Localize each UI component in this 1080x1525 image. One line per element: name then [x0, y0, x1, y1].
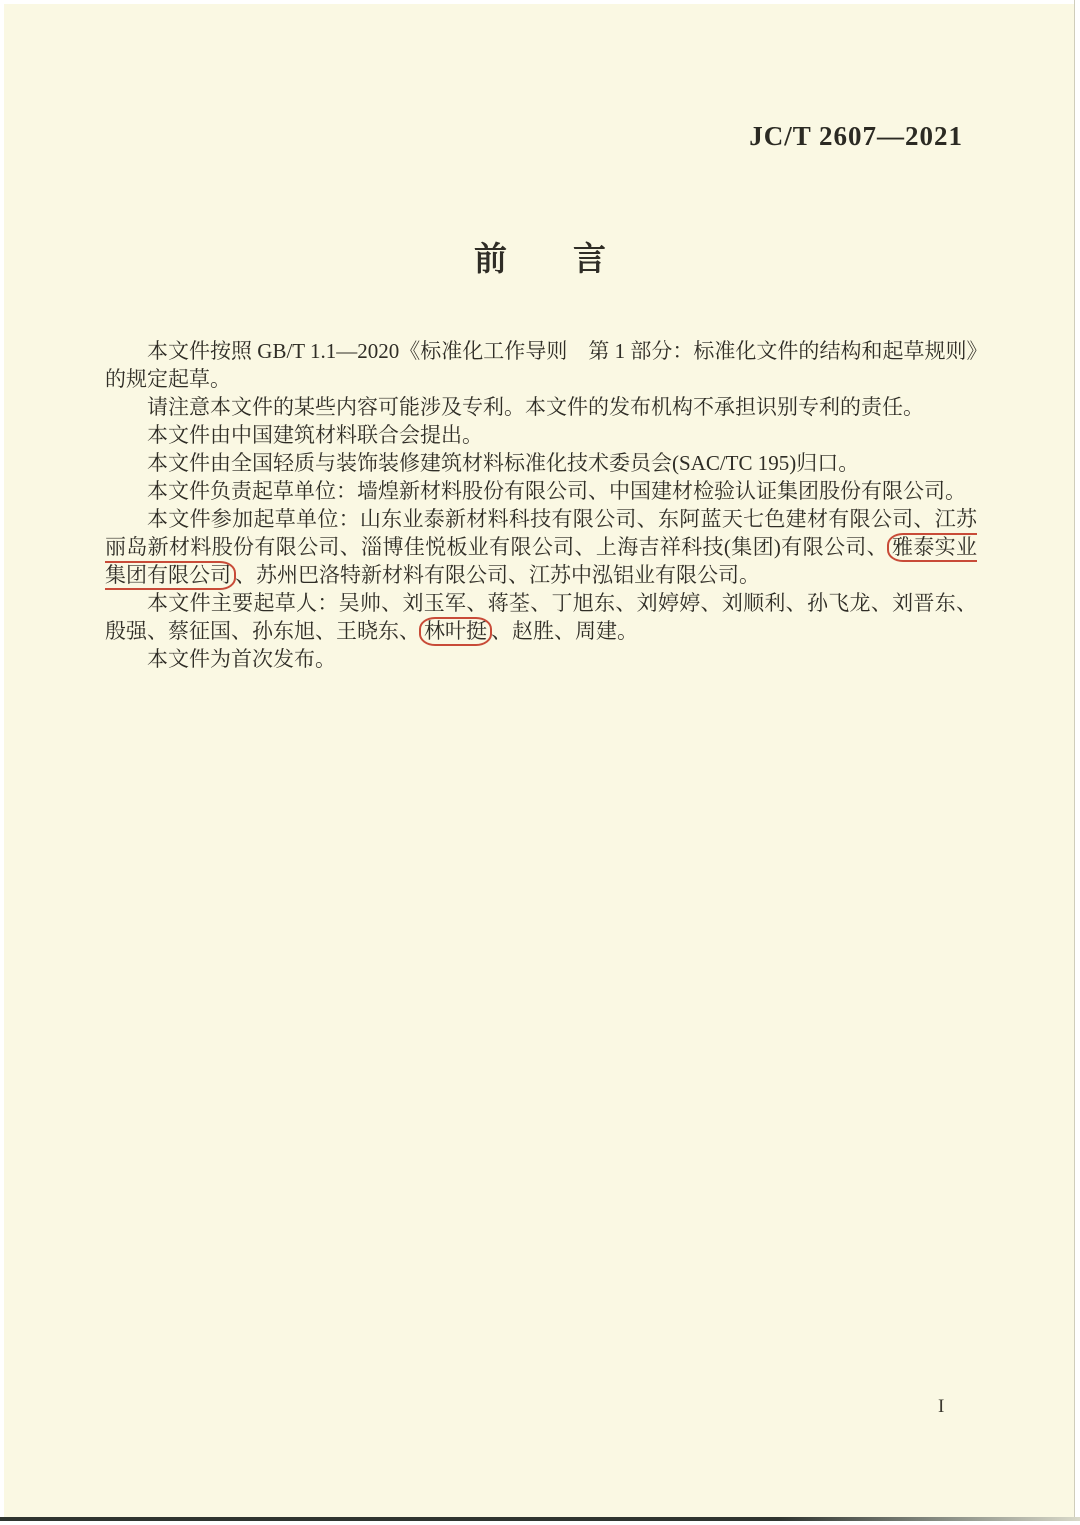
- main-drafters-text-before: 本文件主要起草人：吴帅、刘玉军、蒋荃、丁旭东、刘婷婷、刘顺利、孙飞龙、刘晋东、殷强、蔡征国、孙东旭、王晓东、: [105, 591, 977, 643]
- scan-edge-top: [0, 0, 1080, 4]
- paragraph-first-issue: 本文件为首次发布。: [147, 647, 336, 671]
- paragraph-drafting-basis: 本文件按照 GB/T 1.1—2020《标准化工作导则 第 1 部分：标准化文件的结构和起草规则》的规定起草。: [105, 339, 977, 391]
- foreword-body: [105, 337, 977, 673]
- paragraph-patent-notice: 请注意本文件的某些内容可能涉及专利。本文件的发布机构不承担识别专利的责任。: [147, 395, 924, 419]
- page-number: I: [938, 1396, 945, 1417]
- red-circle-annotation-company: 雅泰实业集团有限公司: [105, 533, 977, 590]
- standard-number: JC/T 2607—2021: [749, 121, 963, 151]
- paragraph-main-drafters: [105, 589, 977, 645]
- paragraph-responsible-units: 本文件负责起草单位：墙煌新材料股份有限公司、中国建材检验认证集团股份有限公司。: [147, 479, 966, 503]
- scan-edge-left: [0, 0, 4, 1525]
- scan-edge-right: [1074, 0, 1080, 1525]
- participating-units-text-before: 本文件参加起草单位：山东业泰新材料科技有限公司、东阿蓝天七色建材有限公司、江苏丽岛新材料股份有限公司、淄博佳悦板业有限公司、上海吉祥科技(集团)有限公司、: [105, 507, 977, 559]
- red-circle-annotation-person: 林叶挺: [419, 617, 492, 646]
- page-title: 前 言: [474, 242, 606, 278]
- paragraph-participating-units: [105, 505, 977, 589]
- paragraph-centralized-by: 本文件由全国轻质与装饰装修建筑材料标准化技术委员会(SAC/TC 195)归口。: [147, 451, 860, 475]
- main-drafters-text-after: 、赵胜、周建。: [491, 619, 638, 643]
- scan-edge-bottom: [0, 1521, 1080, 1525]
- participating-units-text-after: 、苏州巴洛特新材料有限公司、江苏中泓铝业有限公司。: [235, 563, 760, 587]
- paragraph-proposed-by: 本文件由中国建筑材料联合会提出。: [147, 423, 483, 447]
